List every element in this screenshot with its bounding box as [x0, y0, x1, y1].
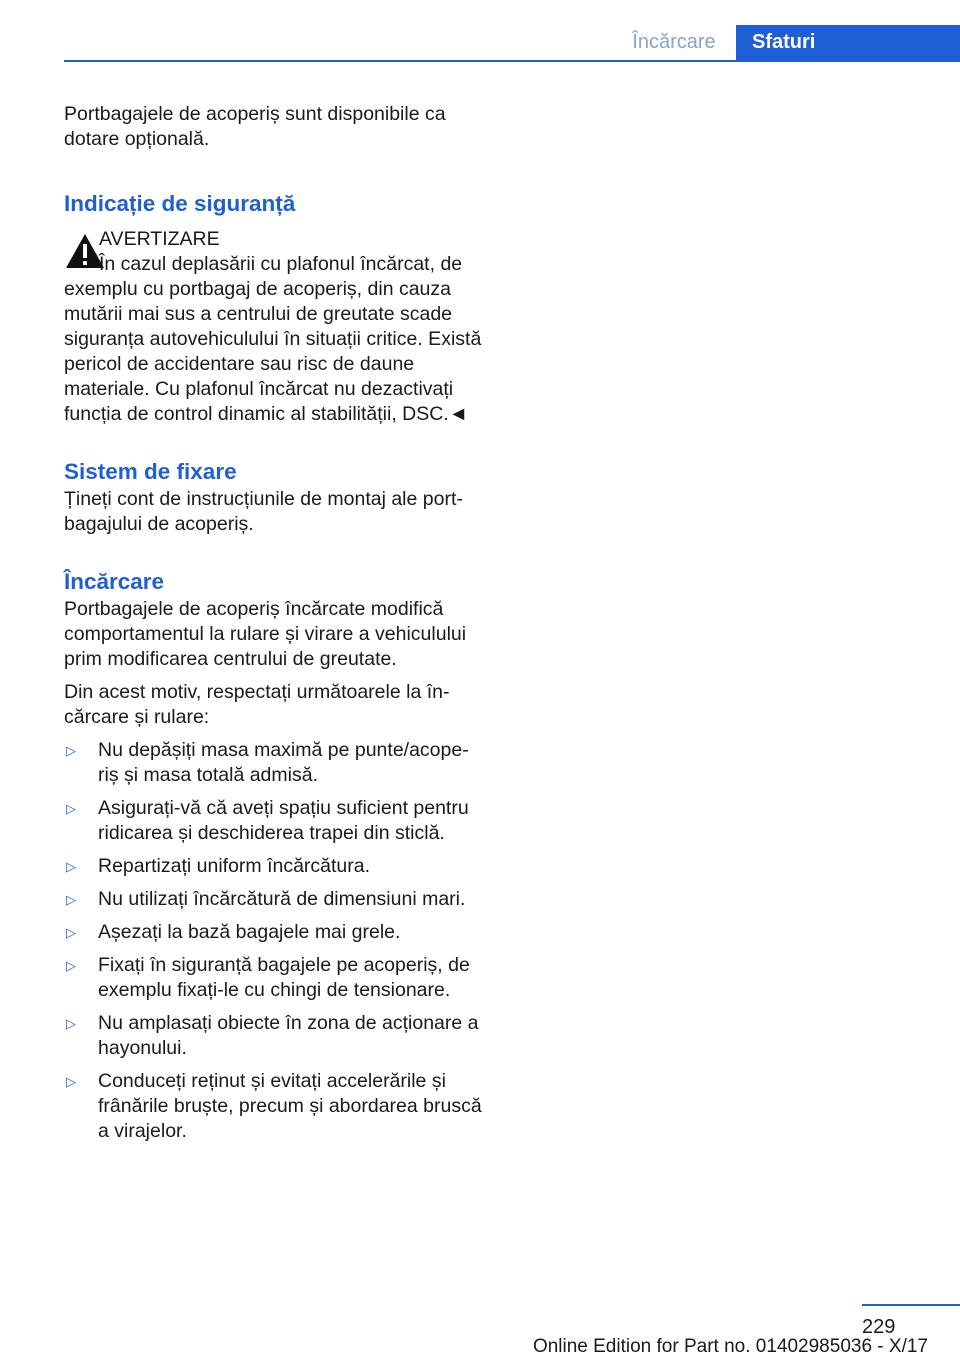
fixing-heading: Sistem de fixare	[64, 459, 237, 484]
loading-paragraph-2: Din acest motiv, respectați următoarele la încărcare și rulare:	[64, 681, 450, 728]
list-item: ▷ Repartizați uniform încărcătura.	[66, 855, 371, 877]
bullet-triangle-icon: ▷	[66, 1074, 76, 1089]
bullet-triangle-icon: ▷	[66, 859, 76, 874]
warning-title: AVERTIZARE	[99, 228, 220, 250]
header-section-label: Încărcare	[632, 31, 716, 53]
header-rule	[64, 60, 960, 62]
edition-note: Online Edition for Part no. 01402985036 - X/17	[532, 1336, 928, 1357]
bullet-triangle-icon: ▷	[66, 925, 76, 940]
warning-block	[64, 227, 482, 427]
bullet-triangle-icon: ▷	[66, 1016, 76, 1031]
main-column	[64, 102, 482, 1152]
list-item: ▷ Nu amplasați obiecte în zona de acționare a hayonului.	[66, 1012, 479, 1059]
bullet-triangle-icon: ▷	[66, 958, 76, 973]
fixing-text: Țineți cont de instrucțiunile de montaj ale portbagajului de acoperiș.	[64, 488, 463, 535]
list-item: ▷ Așezați la bază bagajele mai grele.	[66, 921, 401, 943]
list-item: ▷ Nu depășiți masa maximă pe punte/acoperiș și masa totală admisă.	[66, 739, 469, 786]
loading-heading: Încărcare	[64, 569, 165, 594]
list-item: ▷ Fixați în siguranță bagajele pe acoperiș, de exemplu fixați-le cu chingi de tensionare.	[66, 954, 470, 1001]
footer-rule	[862, 1304, 960, 1306]
bullet-triangle-icon: ▷	[66, 892, 76, 907]
safety-heading: Indicație de siguranță	[64, 191, 296, 216]
list-item: ▷ Nu utilizați încărcătură de dimensiuni mari.	[66, 888, 466, 910]
list-item: ▷ Conduceți reținut și evitați accelerările și frânările bruște, precum și abordarea bruscă a virajelor.	[66, 1070, 482, 1142]
warning-text: În cazul deplasării cu plafonul încărcat, de exemplu cu portbagaj de acoperiș, din cauza mutării mai sus a centrului de greutate scade siguranța autovehiculului în situații critice. Există pericol de accidentare sau risc de daune materiale. Cu plafonul încărcat nu dezactivați funcția de control dinamic al stabilității, DSC.◄	[64, 253, 482, 425]
page-number: 229	[862, 1316, 896, 1338]
bullet-triangle-icon: ▷	[66, 801, 76, 816]
header-chapter-tab: Sfaturi	[736, 25, 960, 62]
loading-paragraph-1: Portbagajele de acoperiș încărcate modifică comportamentul la rulare și virare a vehiculului prim modificarea centrului de greutate.	[64, 598, 467, 670]
warning-triangle-icon	[64, 232, 106, 270]
bullet-triangle-icon: ▷	[66, 743, 76, 758]
list-item: ▷ Asigurați-vă că aveți spațiu suficient pentru ridicarea și deschiderea trapei din sticlă.	[66, 797, 469, 844]
loading-list	[64, 738, 482, 1144]
intro-paragraph: Portbagajele de acoperiș sunt disponibile ca dotare opțională.	[64, 103, 446, 150]
